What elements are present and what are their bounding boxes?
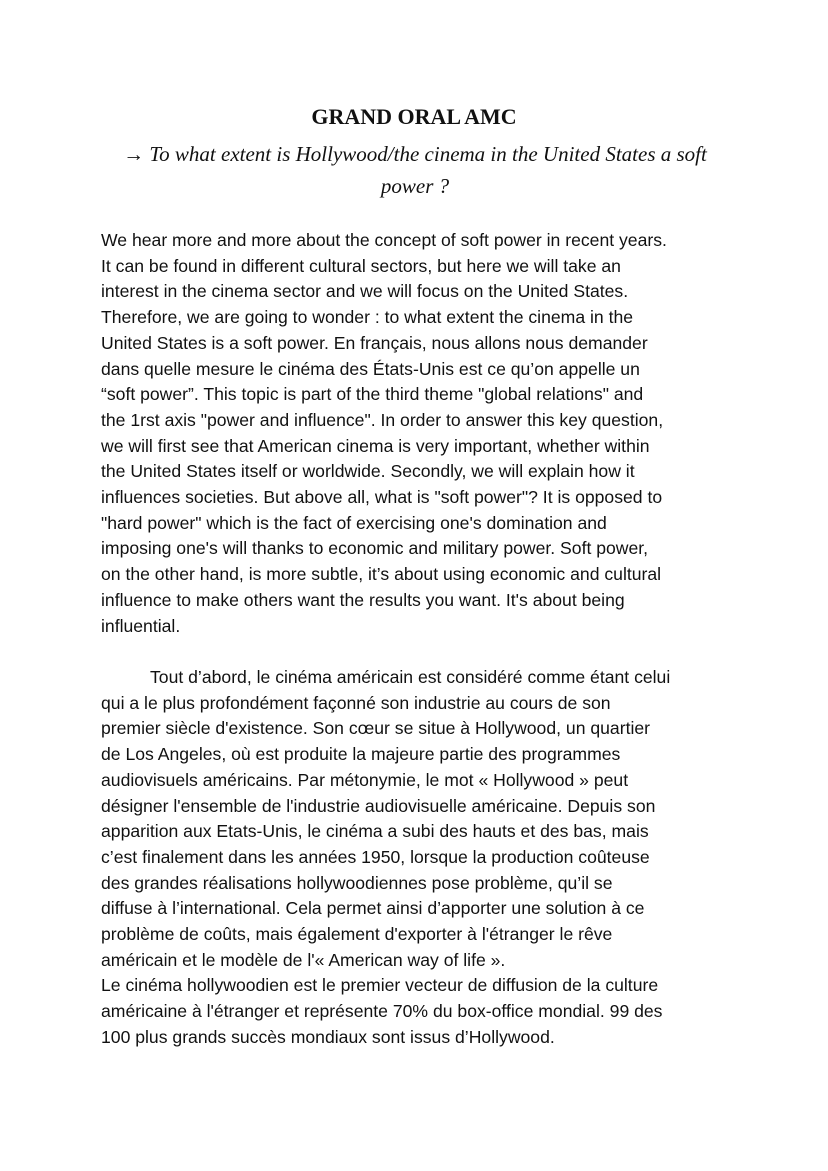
text-line: premier siècle d'existence. Son cœur se situe à Hollywood, un quartier [101, 718, 651, 739]
text-line: apparition aux Etats-Unis, le cinéma a subi des hauts et des bas, mais [101, 821, 649, 842]
text-line: Therefore, we are going to wonder : to what extent the cinema in the [101, 307, 634, 328]
text-line: interest in the cinema sector and we will focus on the United States. [101, 281, 629, 302]
text-line: Tout d’abord, le cinéma américain est considéré comme étant celui [150, 667, 671, 687]
text-line: United States is a soft power. En français, nous allons nous demander [101, 332, 648, 353]
text-line: des grandes réalisations hollywoodiennes pose problème, qu’il se [101, 872, 613, 893]
text-line: de Los Angeles, où est produite la majeure partie des programmes [101, 744, 621, 765]
text-line: influence to make others want the results you want. It's about being [101, 589, 625, 610]
text-line: dans quelle mesure le cinéma des États-Unis est ce qu’on appelle un [101, 358, 640, 379]
document-subtitle: → To what extent is Hollywood/the cinema in the United States a soft power ? [123, 142, 707, 198]
text-line: the 1rst axis "power and influence". In order to answer this key question, [101, 409, 664, 430]
text-line: on the other hand, is more subtle, it’s about using economic and cultural [101, 564, 662, 585]
text-line: influential. [101, 615, 181, 636]
text-line: audiovisuels américains. Par métonymie, le mot « Hollywood » peut [101, 769, 629, 790]
text-line: "hard power" which is the fact of exercising one's domination and [101, 512, 607, 533]
text-line: 100 plus grands succès mondiaux sont issus d’Hollywood. [101, 1026, 555, 1047]
text-line: we will first see that American cinema is very important, whether within [101, 435, 650, 456]
text-line: qui a le plus profondément façonné son industrie au cours de son [101, 692, 611, 713]
text-line: It can be found in different cultural sectors, but here we will take an [101, 255, 621, 276]
text-line: américain et le modèle de l'« American way of life ». [101, 949, 506, 970]
text-line: imposing one's will thanks to economic and military power. Soft power, [101, 538, 649, 559]
text-line: Le cinéma hollywoodien est le premier vecteur de diffusion de la culture [101, 975, 659, 996]
document-title: GRAND ORAL AMC [311, 104, 517, 129]
text-line: We hear more and more about the concept of soft power in recent years. [101, 230, 667, 250]
text-line: the United States itself or worldwide. Secondly, we will explain how it [101, 461, 635, 482]
paragraph-hollywood-history [101, 665, 801, 1051]
text-line: américaine à l'étranger et représente 70% du box-office mondial. 99 des [101, 1001, 663, 1022]
paragraph-introduction [101, 228, 801, 639]
text-line: “soft power”. This topic is part of the third theme "global relations" and [101, 384, 644, 405]
text-line: c’est finalement dans les années 1950, lorsque la production coûteuse [101, 846, 650, 867]
text-line: désigner l'ensemble de l'industrie audiovisuelle américaine. Depuis son [101, 795, 656, 816]
text-line: influences societies. But above all, what is "soft power"? It is opposed to [101, 487, 663, 508]
text-line: problème de coûts, mais également d'exporter à l'étranger le rêve [101, 924, 613, 945]
text-line: diffuse à l’international. Cela permet ainsi d’apporter une solution à ce [101, 898, 645, 919]
